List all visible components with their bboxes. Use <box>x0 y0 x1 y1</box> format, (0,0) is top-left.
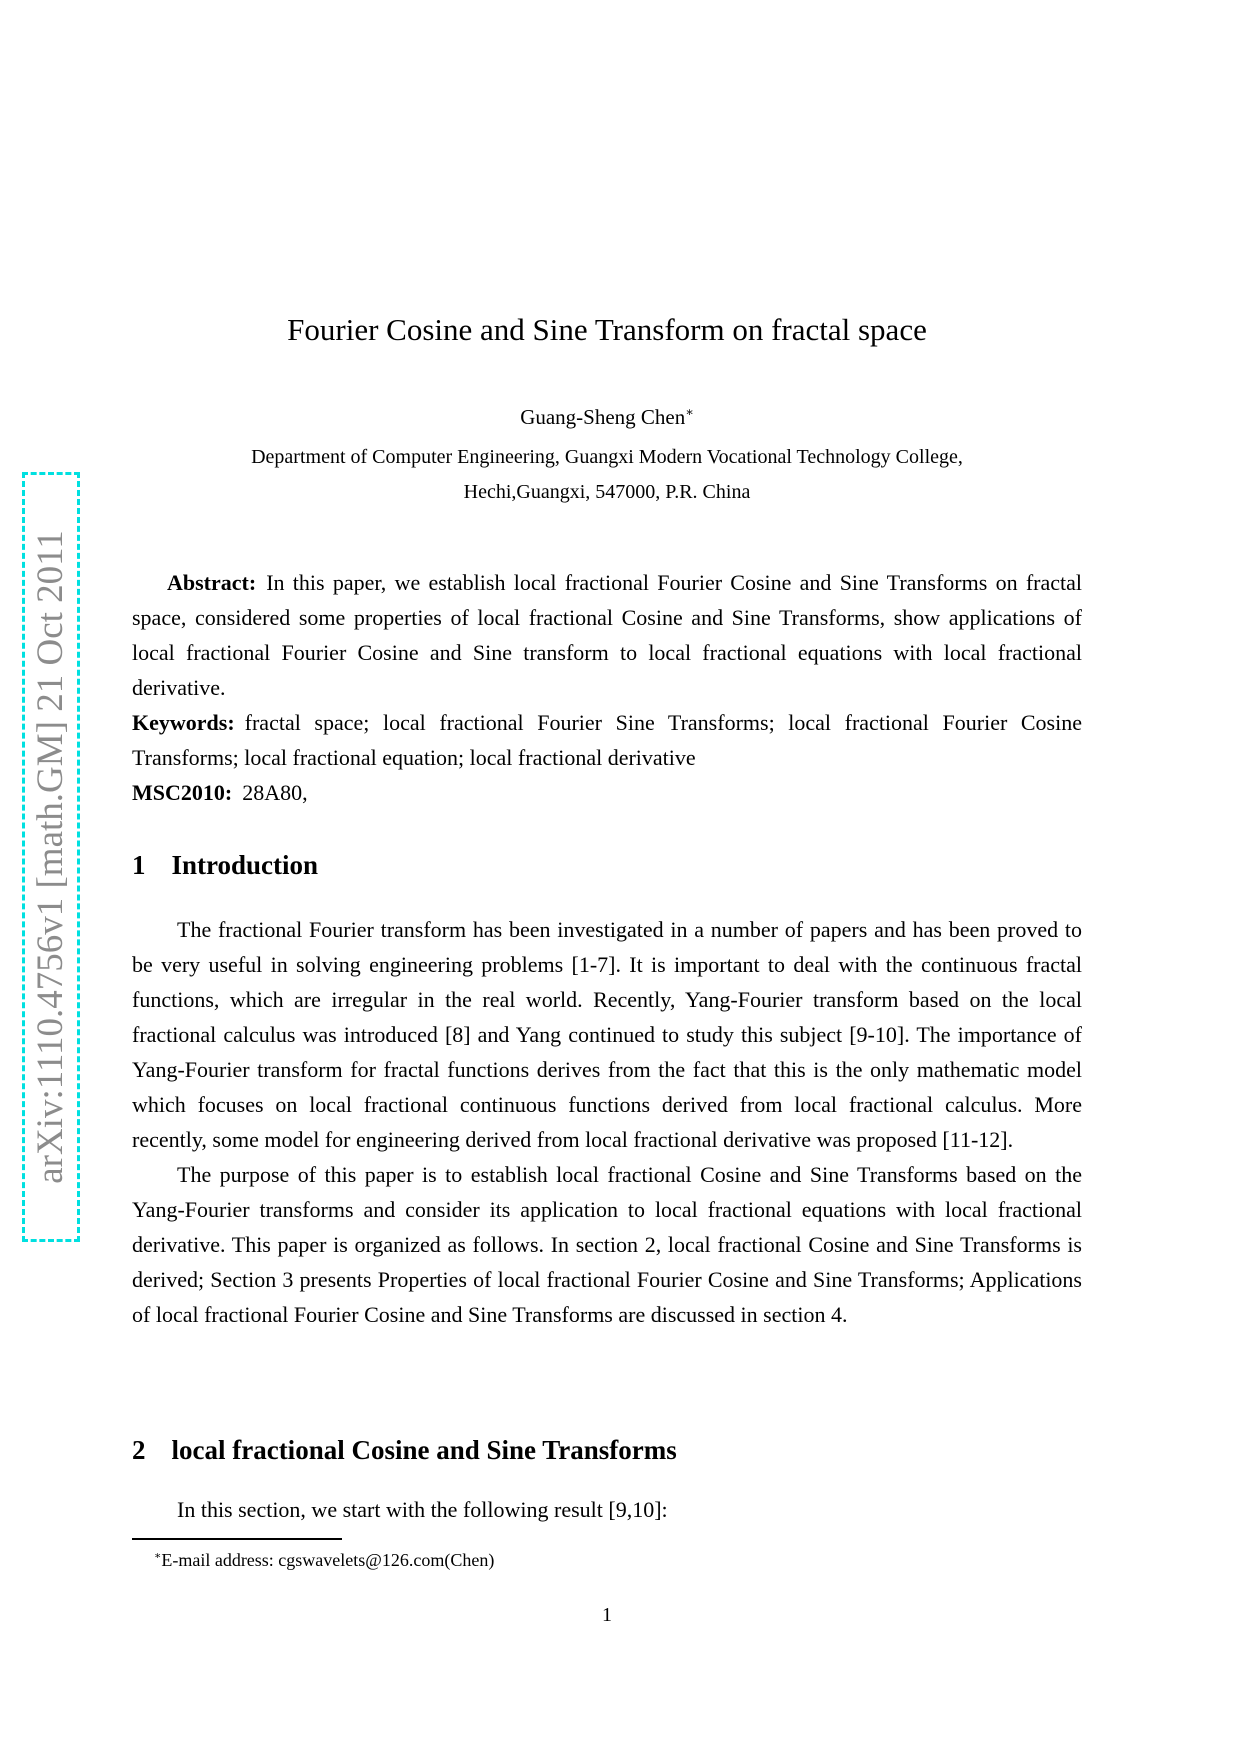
abstract-text: In this paper, we establish local fractional Fourier Cosine and Sine Transforms on fractal space, considered some properties of local fractional Cosine and Sine Transforms, show applications of local fractional Fourier Cosine and Sine transform to local fractional equations with local fractional derivative. <box>132 570 1082 700</box>
footnote-body: E-mail address: cgswavelets@126.com(Chen) <box>161 1550 495 1570</box>
text-column <box>132 0 1082 1626</box>
abstract-paragraph <box>132 565 1082 705</box>
arxiv-watermark <box>22 472 80 1242</box>
footnote-mark: ∗ <box>154 1550 162 1562</box>
section-2-title: local fractional Cosine and Sine Transforms <box>171 1435 677 1465</box>
paragraph: In this section, we start with the following result [9,10]: <box>177 1497 668 1522</box>
affiliation-line-1: Department of Computer Engineering, Guangxi Modern Vocational Technology College, <box>251 446 963 468</box>
section-1-heading <box>132 848 1082 882</box>
front-matter <box>132 565 1082 810</box>
footnote-text <box>132 1544 1082 1572</box>
paragraph: The fractional Fourier transform has been investigated in a number of papers and has been proved to be very useful in solving engineering problems [1-7]. It is important to deal with the continuous fractal functions, which are irregular in the real world. Recently, Yang-Fourier transform based on the local fractional calculus was introduced [8] and Yang continued to study this subject [9-10]. The importance of Yang-Fourier transform for fractal functions derives from the fact that this is the only mathematic model which focuses on local fractional continuous functions derived from local fractional calculus. More recently, some model for engineering derived from local fractional derivative was proposed [11-12]. <box>132 917 1082 1152</box>
affiliation-line-2: Hechi,Guangxi, 547000, P.R. China <box>463 481 751 503</box>
section-2-heading <box>132 1433 1082 1467</box>
section-1 <box>132 848 1082 1332</box>
footnote <box>132 1538 1082 1572</box>
paper-title: Fourier Cosine and Sine Transform on fractal space <box>287 312 927 347</box>
arxiv-watermark-text: arXiv:1110.4756v1 [math.GM] 21 Oct 2011 <box>30 530 71 1184</box>
abstract-label: Abstract: <box>167 570 257 595</box>
section-2 <box>132 1433 1082 1527</box>
section-1-title: Introduction <box>171 850 319 880</box>
author-footnote-mark: ∗ <box>685 405 694 419</box>
msc-label: MSC2010: <box>132 780 233 805</box>
section-1-number: 1 <box>132 850 146 880</box>
footnote-rule <box>132 1538 342 1540</box>
page-number: 1 <box>602 1604 612 1626</box>
msc-paragraph <box>132 775 1082 810</box>
keywords-label: Keywords: <box>132 710 235 735</box>
msc-text: 28A80, <box>242 780 308 805</box>
keywords-text: fractal space; local fractional Fourier Sine Transforms; local fractional Fourier Cosine Transforms; local fractional equation; local fractional derivative <box>132 710 1082 770</box>
keywords-paragraph <box>132 705 1082 775</box>
author-line <box>132 398 1082 431</box>
section-2-number: 2 <box>132 1435 146 1465</box>
paragraph: The purpose of this paper is to establish local fractional Cosine and Sine Transforms based on the Yang-Fourier transforms and consider its application to local fractional equations with local fractional derivative. This paper is organized as follows. In section 2, local fractional Cosine and Sine Transforms is derived; Section 3 presents Properties of local fractional Fourier Cosine and Sine Transforms; Applications of local fractional Fourier Cosine and Sine Transforms are discussed in section 4. <box>132 1162 1082 1327</box>
author-name: Guang-Sheng Chen <box>520 405 686 429</box>
